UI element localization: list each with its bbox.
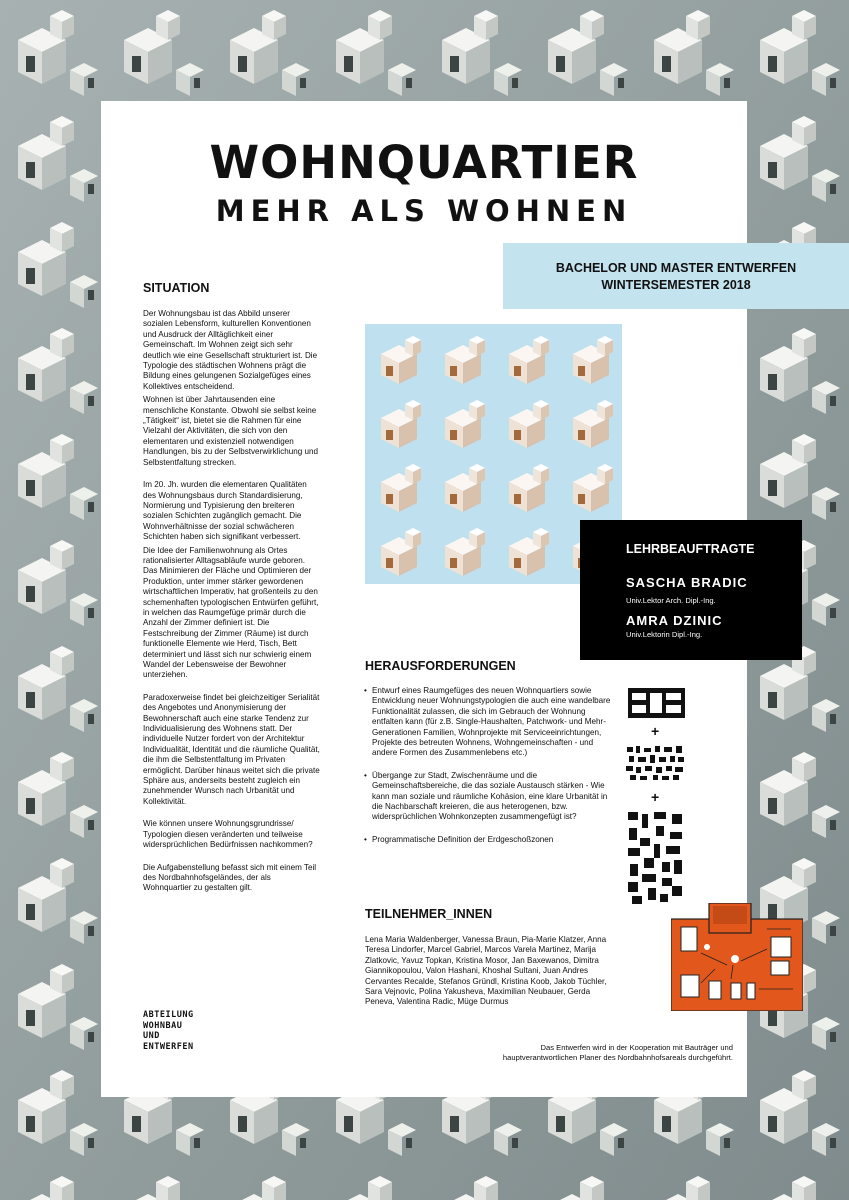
teacher-title: Univ.Lektor Arch. Dipl.-Ing. (626, 596, 716, 605)
situation-paragraph: Im 20. Jh. wurden die elementaren Qualitäten des Wohnungsbaus durch Standardisierung, Normierung und Typisierung den breiteren sozialen Schichten zugänglich gemacht. Die Wohnverhältnisse der sozial schwächeren Schichten haben sich signifikant verbessert. (143, 480, 307, 542)
poster-title: WOHNQUARTIER (209, 136, 639, 189)
challenges-list (364, 686, 618, 854)
challenges-heading: HERAUSFORDERUNGEN (365, 659, 516, 673)
floorplan-diagram-3 (626, 810, 686, 906)
participants-text: Lena Maria Waldenberger, Vanessa Braun, Pia-Marie Klatzer, Anna Teresa Lindorfer, Marcel Gabriel, Marcos Varela Martinez, Marija Zlatkovic, Yavuz Topkan, Kristina Mosor, Jan Baxewanos, Dimitra Giannikopoulou, Valon Hashani, Khoshal Sultani, Juan Andres Cervantes Recalde, Stefanos Gründl, Kristina Koob, Jakob Tüchler, Sara Vejnovic, Polina Yakusheva, Maximilian Neubauer, Gerda Peneva, Valentina Radic, Müge Durmus (365, 935, 607, 1007)
list-item: • Entwurf eines Raumgefüges des neuen Wohnquartiers sowie Entwicklung neuer Wohnungstypologien die auch eine wandelbare Funktionalität zulassen, die sich im Gebrauch der Wohnung entfalten kann (für z.B. Single-Haushalten, Patchwork- und Mehr-Generationen Familien, Wohnprojekte mit Serviceeinrichtungen, Projekte des betreuten Wohnens, Wohngemeinschaften - und andere Formen des Zusammenlebens etc.) (364, 686, 618, 759)
list-item: • Übergange zur Stadt, Zwischenräume und die Gemeinschaftsbereiche, die das soziale Austausch stärken - Wie kann man soziale und räumliche Kohäsion, eine klare Urbanität in die Nachbarschaft kreieren, die aus heterogenen, bzw. widersprüchlichen Wohnkonzepten zusammengefügt ist? (364, 771, 618, 823)
floorplan-diagram-2 (626, 745, 686, 781)
orange-floorplan-diagram (671, 903, 803, 1011)
course-line-2: WINTERSEMESTER 2018 (601, 278, 751, 292)
teacher-title: Univ.Lektorin Dipl.-Ing. (626, 630, 703, 639)
course-box (503, 243, 849, 309)
department-logo (143, 1010, 194, 1052)
situation-heading: SITUATION (143, 281, 210, 295)
situation-paragraph: Wie können unsere Wohnungsgrundrisse/ Typologien diesen veränderten und teilweise widersprüchlichen Bedürfnissen nachkommen? (143, 819, 313, 850)
situation-paragraph: Der Wohnungsbau ist das Abbild unserer sozialen Lebensform, kulturellen Konventionen und Ausdruck der Alltäglichkeit einer Gemeinschaft. Im Wohnen zeigt sich sehr deutlich wie eine Gesellschaft strukturiert ist. Die Typologie des städtischen Wohnens prägt die Bildung eines gelungenen Sozialgefüges eines Kollektives entscheidend. (143, 309, 318, 391)
course-line-1: BACHELOR UND MASTER ENTWERFEN (555, 261, 797, 275)
situation-paragraph: Wohnen ist über Jahrtausenden eine menschliche Konstante. Obwohl sie selbst keine „Tätigkeit“ ist, bietet sie die Rahmen für eine Vielzahl der Aktivitäten, die sich von den elementaren und existenziell notwendigen Handlungen, bis zu der Selbstverwirklichung und Selbstentfaltung strecken. (143, 395, 319, 467)
teachers-box (580, 520, 802, 660)
teacher-name: SASCHA BRADIC (626, 575, 748, 590)
list-item: • Programmatische Definition der Erdgeschoßzonen (364, 835, 618, 845)
cooperation-note: Das Entwerfen wird in der Kooperation mit Bauträger und hauptverantwortlichen Planer des Nordbahnhofsareals durchgeführt. (502, 1043, 733, 1063)
participants-heading: TEILNEHMER_INNEN (365, 907, 493, 921)
department-line: ENTWERFEN (143, 1041, 194, 1052)
poster-subtitle: MEHR ALS WOHNEN (215, 194, 633, 228)
department-line: UND (143, 1031, 160, 1042)
department-line: WOHNBAU (143, 1020, 183, 1031)
floorplan-diagram-1 (628, 688, 685, 718)
situation-paragraph: Paradoxerweise findet bei gleichzeitiger Serialität des Angebotes und Anonymisierung der Bewohnerschaft auch eine starke Tendenz zur Individualisierung des Wohnens statt. Der individuelle Nutzer fordert von der Architektur Individualität, Identität und die räumliche Qualität, die ihm die Selbstentfaltung im Privaten ermöglicht. Darüber hinaus weitet sich die private Sphäre aus, anderseits besteht zugleich ein zunehmender Wunsch nach Urbanität und Kollektivität. (143, 692, 320, 806)
situation-paragraph: Die Idee der Familienwohnung als Ortes rationalisierter Alltagsabläufe wurde geboren. Das Minimieren der Fläche und Optimieren der Produktion, unter immer stärker gewordenen wirtschaftlichen Imperativ, hat großenteils zu den schemenhaften typologischen Entwürfen geführt, in welchen das Raumgefüge primär durch die Anzahl der Zimmer definiert ist. Die Festschreibung der Zimmer (Räume) ist durch funktionelle Elemente wie Herd, Tisch, Bett determiniert und lässt sich nur schwierig einem Wandel der Lebensweise der Bewohner unterziehen. (143, 545, 319, 680)
situation-text (143, 309, 321, 897)
teacher-name: AMRA DZINIC (626, 613, 723, 628)
situation-paragraph: Die Aufgabenstellung befasst sich mit einem Teil des Nordbahnhofsgeländes, der als Wohnquartier zu gestalten gilt. (143, 862, 317, 893)
teachers-heading: LEHRBEAUFTRAGTE (626, 542, 755, 556)
plus-sign: + (651, 723, 660, 739)
plus-sign: + (651, 789, 660, 805)
department-line: ABTEILUNG (143, 1010, 194, 1020)
